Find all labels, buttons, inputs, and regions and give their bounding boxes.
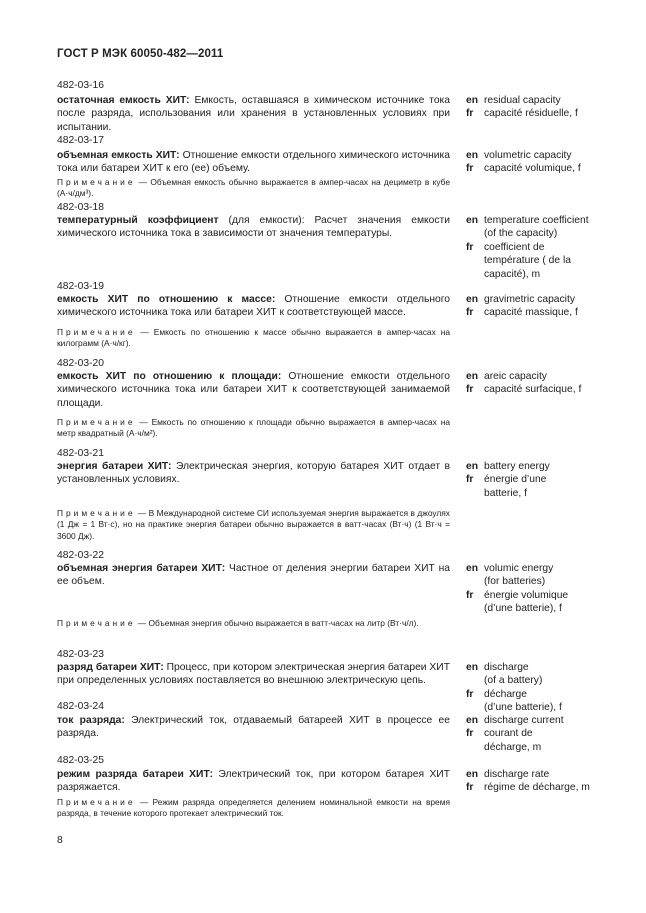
term-entry — [57, 134, 597, 199]
note-label: Примечание — [57, 797, 136, 807]
term-note — [57, 417, 450, 440]
term-code: 482-03-21 — [57, 448, 104, 459]
term-name: режим разряда батареи ХИТ: — [57, 769, 214, 780]
term-note — [57, 797, 450, 820]
note-text: — В Международной системе СИ используемая энергия выражается в джоулях (1 Дж = 1 Вт·с), но на практике энергия батареи обычно выражается в ватт-часах (Вт·ч) (1 Вт·ч = 3600 Дж). — [57, 508, 450, 541]
translations — [466, 768, 606, 795]
lang-en-label: en — [466, 294, 479, 305]
term-note — [57, 508, 450, 542]
term-name: объемная энергия батареи ХИТ: — [57, 563, 226, 574]
term-fr: régime de décharge, m — [484, 782, 590, 794]
term-entry — [57, 447, 597, 541]
term-code: 482-03-20 — [57, 358, 104, 369]
lang-en-label: en — [466, 95, 479, 106]
term-entry — [57, 700, 597, 753]
term-entry — [57, 201, 597, 280]
term-code: 482-03-22 — [57, 550, 104, 561]
term-name: остаточная емкость ХИТ: — [57, 95, 190, 106]
term-fr: énergie d’une batterie, f — [484, 474, 547, 499]
term-en: discharge (of a battery) — [484, 662, 543, 687]
term-code: 482-03-18 — [57, 202, 104, 213]
term-entry — [57, 357, 597, 439]
term-name: разряд батареи ХИТ: — [57, 662, 164, 673]
translations — [466, 714, 606, 754]
definition-text: Отношение емкости отдельного химического источника тока или батареи ХИТ к соответствующей массе. — [57, 294, 451, 319]
note-text: — Объемная емкость обычно выражается в ампер-часах на дециметр в кубе (А·ч/дм³). — [57, 177, 450, 199]
term-fr: capacité volumique, f — [484, 163, 581, 175]
term-name: энергия батареи ХИТ: — [57, 461, 172, 472]
lang-fr-label: fr — [466, 108, 474, 120]
term-en: battery energy — [484, 461, 550, 472]
definition-text: Частное от деления энергии батареи ХИТ на ее объем. — [57, 563, 450, 588]
definition-text: Электрический ток, отдаваемый батареей ХИТ в процессе ее разряда. — [57, 715, 450, 740]
term-note — [57, 177, 450, 200]
note-label: Примечание — [57, 177, 136, 187]
term-definition — [57, 214, 450, 241]
lang-en-label: en — [466, 150, 479, 161]
term-en: discharge rate — [484, 769, 550, 780]
term-name: емкость ХИТ по отношению к площади: — [57, 371, 282, 382]
definition-text: Емкость, оставшаяся в химическом источнике тока после разряда, использования или хранения в установленных условиях при испытании. — [57, 95, 451, 133]
term-name: емкость ХИТ по отношению к массе: — [57, 294, 276, 305]
translations — [466, 149, 606, 176]
term-entry — [57, 280, 597, 349]
term-fr: capacité résiduelle, f — [484, 108, 578, 120]
term-en: gravimetric capacity — [484, 294, 575, 305]
translations — [466, 293, 606, 320]
note-text: — Объемная энергия обычно выражается в ватт-часах на литр (Вт·ч/л). — [135, 618, 419, 628]
term-definition — [57, 562, 450, 589]
note-text: — Емкость по отношению к массе обычно выражается в ампер-часах на килограмм (А·ч/кг). — [57, 327, 450, 349]
document-header: ГОСТ Р МЭК 60050-482—2011 — [57, 48, 224, 60]
term-en: temperature coefficient (of the capacity) — [484, 215, 589, 240]
definition-text: Отношение емкости отдельного химического источника тока или батареи ХИТ к его (ее) объему. — [57, 150, 450, 175]
term-en: volumetric capacity — [484, 150, 572, 161]
term-code: 482-03-16 — [57, 80, 104, 91]
definition-text: Электрический ток, при котором батарея ХИТ разряжается. — [57, 769, 451, 794]
term-definition — [57, 460, 450, 487]
term-definition — [57, 768, 450, 795]
term-definition — [57, 94, 450, 134]
lang-fr-label: fr — [466, 474, 474, 486]
term-fr: décharge (d’une batterie), f — [484, 688, 562, 714]
term-code: 482-03-24 — [57, 701, 104, 712]
term-en: discharge current — [484, 715, 564, 726]
term-code: 482-03-19 — [57, 281, 104, 292]
note-text: — Емкость по отношению к площади обычно выражается в ампер-часах на метр квадратный (А·ч/м²). — [57, 417, 450, 439]
term-name: объемная емкость ХИТ: — [57, 150, 180, 161]
lang-fr-label: fr — [466, 163, 474, 175]
definition-text: Отношение емкости отдельного химического источника тока или батареи ХИТ к соответствующей занимаемой площади. — [57, 371, 451, 409]
note-label: Примечание — [57, 327, 136, 337]
translations — [466, 562, 606, 616]
term-definition — [57, 370, 450, 410]
term-en: areic capacity — [484, 371, 547, 382]
translations — [466, 370, 606, 397]
term-definition — [57, 714, 450, 741]
note-label: Примечание — [57, 508, 136, 518]
lang-fr-label: fr — [466, 384, 474, 396]
term-definition — [57, 149, 450, 176]
term-fr: capacité massique, f — [484, 307, 578, 319]
term-code: 482-03-23 — [57, 649, 104, 660]
lang-en-label: en — [466, 215, 479, 226]
term-fr: coefficient de température ( de la capacité), m — [484, 241, 571, 280]
term-fr: énergie volumique (d’une batterie), f — [484, 589, 569, 615]
term-name: температурный коэффициент — [57, 215, 219, 226]
lang-en-label: en — [466, 769, 479, 780]
note-text: — Режим разряда определяется делением номинальной емкости на время разряда, в течение которого протекает электрический ток. — [57, 797, 450, 819]
lang-en-label: en — [466, 563, 479, 574]
term-fr: courant de décharge, m — [484, 728, 542, 753]
definition-text: Электрическая энергия, которую батарея ХИТ отдает в установленных условиях. — [57, 461, 451, 486]
translations — [466, 214, 606, 281]
lang-en-label: en — [466, 715, 479, 726]
term-name: ток разряда: — [57, 715, 125, 726]
note-label: Примечание — [57, 618, 136, 628]
definition-text: (для емкости): Расчет значения емкости химического источника тока в зависимости от значения температуры. — [57, 215, 450, 240]
term-definition — [57, 661, 450, 688]
page-number: 8 — [57, 834, 63, 846]
lang-fr-label: fr — [466, 728, 474, 740]
term-note — [57, 327, 450, 350]
lang-fr-label: fr — [466, 688, 474, 700]
term-code: 482-03-25 — [57, 755, 104, 766]
term-entry — [57, 79, 597, 133]
lang-fr-label: fr — [466, 782, 474, 794]
term-en: volumic energy (for batteries) — [484, 563, 554, 588]
term-entry — [57, 549, 597, 628]
translations — [466, 94, 606, 121]
term-code: 482-03-17 — [57, 135, 104, 146]
lang-fr-label: fr — [466, 589, 474, 601]
term-fr: capacité surfacique, f — [484, 384, 582, 396]
term-definition — [57, 293, 450, 320]
term-note — [57, 618, 450, 629]
definition-text: Процесс, при котором электрическая энергия батареи ХИТ при определенных условиях поставляется во внешнюю электрическую цепь. — [57, 662, 450, 687]
term-en: residual capacity — [484, 95, 561, 106]
note-label: Примечание — [57, 417, 136, 427]
lang-en-label: en — [466, 461, 479, 472]
lang-en-label: en — [466, 371, 479, 382]
term-entry — [57, 754, 597, 819]
translations — [466, 460, 606, 500]
lang-fr-label: fr — [466, 307, 474, 319]
lang-en-label: en — [466, 662, 479, 673]
lang-fr-label: fr — [466, 241, 474, 253]
